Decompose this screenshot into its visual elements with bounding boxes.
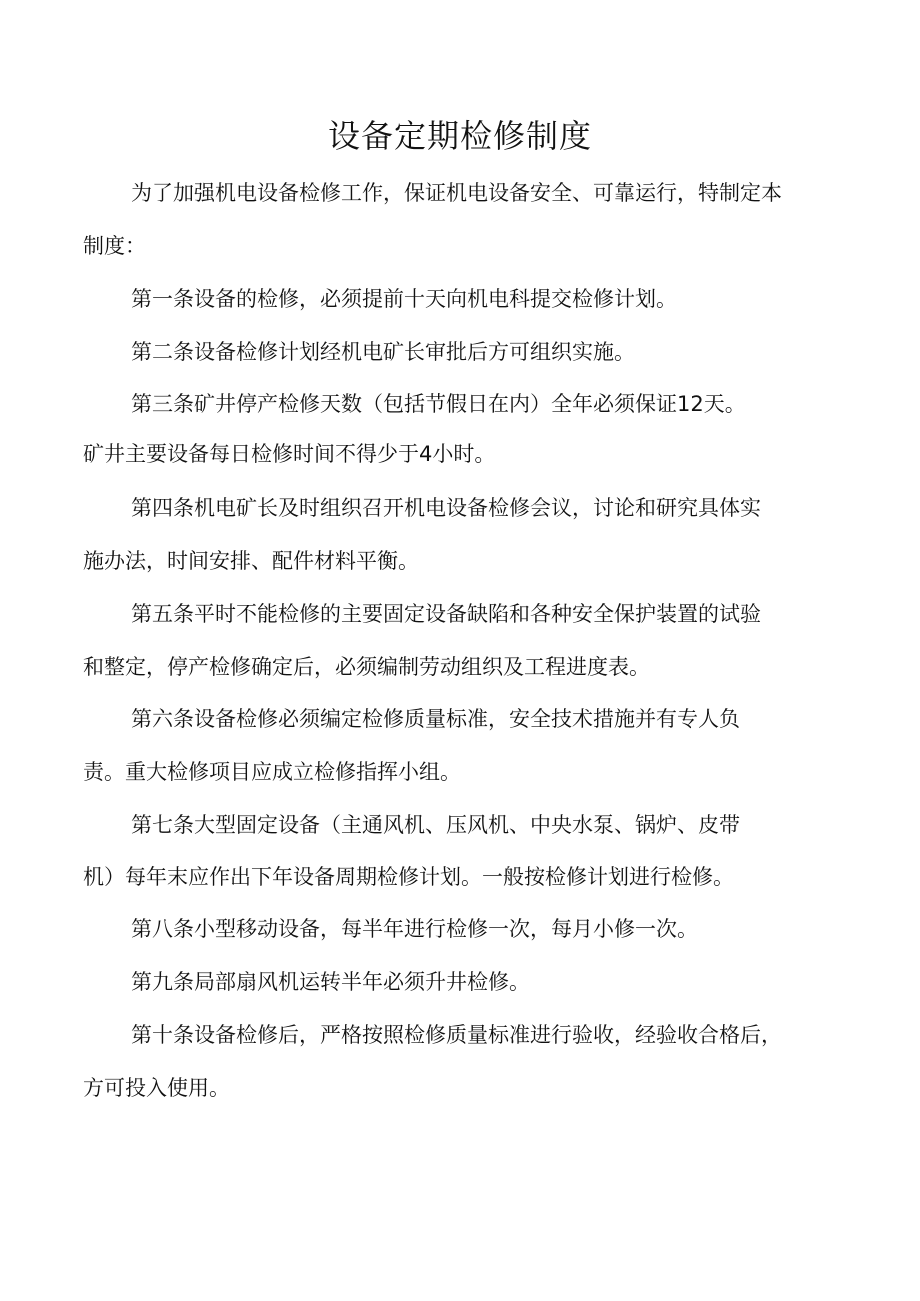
article-8-line-1: 第八条小型移动设备，每半年进行检修一次，每月小修一次。 (131, 917, 698, 941)
article-9-line-1: 第九条局部扇风机运转半年必须升井检修。 (131, 970, 530, 994)
article-1-line-1: 第一条设备的检修，必须提前十天向机电科提交检修计划。 (131, 287, 677, 311)
article-2-line-1: 第二条设备检修计划经机电矿长审批后方可组织实施。 (131, 340, 635, 364)
article-7-line-1: 第七条大型固定设备（主通风机、压风机、中央水泵、锅炉、皮带 (131, 813, 740, 837)
intro-line-1: 为了加强机电设备检修工作，保证机电设备安全、可靠运行，特制定本 (131, 181, 782, 205)
document-title: 设备定期检修制度 (327, 117, 592, 155)
article-3-line-1: 第三条矿井停产检修天数（包括节假日在内）全年必须保证12天。 (131, 392, 746, 416)
article-4-line-2: 施办法，时间安排、配件材料平衡。 (83, 549, 419, 573)
article-6-line-1: 第六条设备检修必须编定检修质量标准，安全技术措施并有专人负 (131, 707, 740, 731)
article-10-line-1: 第十条设备检修后，严格按照检修质量标准进行验收，经验收合格后， (131, 1023, 782, 1047)
article-3-line-2: 矿井主要设备每日检修时间不得少于4小时。 (83, 442, 496, 466)
article-5-line-2: 和整定，停产检修确定后，必须编制劳动组织及工程进度表。 (83, 655, 650, 679)
intro-line-2: 制度： (83, 234, 146, 258)
article-6-line-2: 责。重大检修项目应成立检修指挥小组。 (83, 760, 461, 784)
article-4-line-1: 第四条机电矿长及时组织召开机电设备检修会议，讨论和研究具体实 (131, 496, 761, 520)
article-5-line-1: 第五条平时不能检修的主要固定设备缺陷和各种安全保护装置的试验 (131, 602, 761, 626)
article-10-line-2: 方可投入使用。 (83, 1076, 230, 1100)
article-7-line-2: 机）每年末应作出下年设备周期检修计划。一般按检修计划进行检修。 (83, 865, 734, 889)
